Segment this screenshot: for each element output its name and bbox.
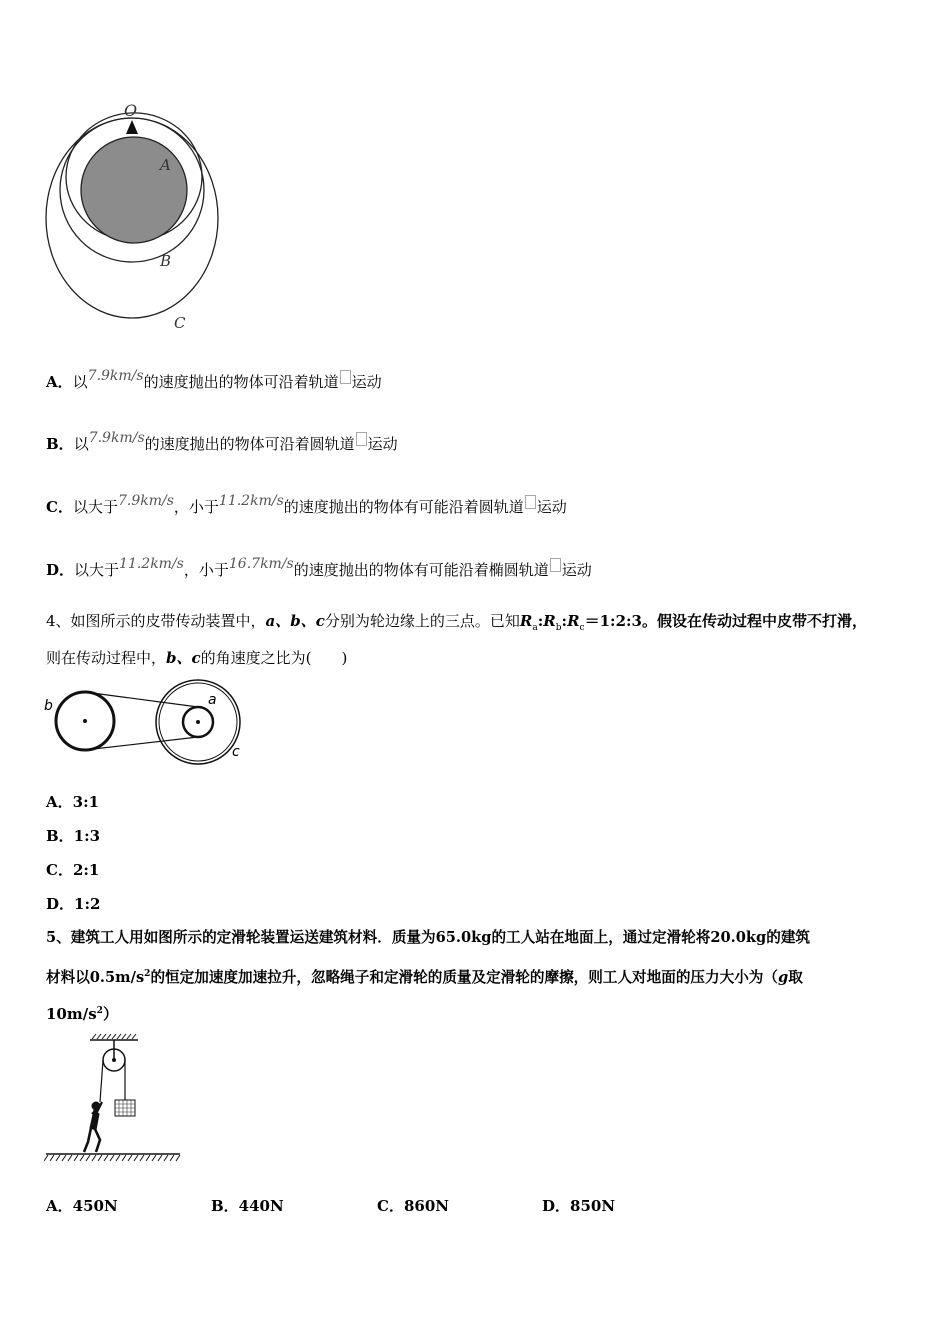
speed-image: 7.9km/s xyxy=(117,493,174,509)
belt-drive-figure xyxy=(40,676,250,768)
speed-image: 11.2km/s xyxy=(119,556,184,572)
q4-option-c: C．2:1 xyxy=(46,861,100,879)
q4-stem-line2: 则在传动过程中，b、c的角速度之比为( ) xyxy=(46,649,348,667)
q3-option-c: C．以大于7.9km/s，小于11.2km/s的速度抛出的物体有可能沿着圆轨道 运动 xyxy=(46,493,567,516)
q4-stem-line1: 4、如图所示的皮带传动装置中，a、b、c分别为轮边缘上的三点。已知$R_a:R_b:R_c=1:2:3$。假设在传动过程中皮带不打滑， xyxy=(46,612,867,633)
wheel-a-center xyxy=(196,720,200,724)
orbit-figure xyxy=(40,96,230,336)
label-b: b xyxy=(44,698,53,714)
q5-option-c: C．860N xyxy=(377,1197,449,1215)
wheel-b-center xyxy=(83,719,87,723)
q3-option-d: D．以大于11.2km/s，小于16.7km/s的速度抛出的物体有可能沿着椭圆轨道 运动 xyxy=(46,556,592,579)
pulley-axle xyxy=(112,1058,116,1062)
q4-option-a: A．3:1 xyxy=(46,793,100,811)
missing-glyph-icon xyxy=(550,558,561,572)
q4-option-b: B．1:3 xyxy=(46,827,101,845)
speed-image: 11.2km/s xyxy=(218,493,284,509)
q5-option-d: D．850N xyxy=(542,1197,616,1215)
worker-icon xyxy=(84,1102,102,1152)
missing-glyph-icon xyxy=(525,495,536,509)
launch-point-marker xyxy=(126,120,138,134)
missing-glyph-icon xyxy=(340,370,351,384)
rope-worker xyxy=(100,1060,103,1102)
ceiling-hatch xyxy=(92,1034,136,1039)
pulley-figure xyxy=(44,1030,184,1165)
q5-option-b: B．440N xyxy=(211,1197,284,1215)
q3-option-b: B．以7.9km/s的速度抛出的物体可沿着圆轨道 运动 xyxy=(46,430,398,453)
q4-option-d: D．1:2 xyxy=(46,895,101,913)
speed-image: 7.9km/s xyxy=(87,368,144,384)
q5-stem-line1: 5、建筑工人用如图所示的定滑轮装置运送建筑材料．质量为65.0kg的工人站在地面上，通过定滑轮将20.0kg的建筑 xyxy=(46,929,811,946)
label-c: c xyxy=(232,744,240,760)
label-a: a xyxy=(208,692,217,708)
label-c: C xyxy=(174,314,186,332)
belt-top xyxy=(85,692,198,707)
earth xyxy=(81,137,187,243)
label-b: B xyxy=(160,252,172,270)
missing-glyph-icon xyxy=(356,432,367,446)
q5-stem-line2: 材料以$0.5m/s^2$的恒定加速度加速拉升，忽略绳子和定滑轮的质量及定滑轮的摩擦，则工人对地面的压力大小为（g取 xyxy=(46,968,803,986)
q3-option-a: A．以7.9km/s的速度抛出的物体可沿着轨道 运动 xyxy=(46,368,382,391)
q5-option-a: A．450N xyxy=(46,1197,118,1215)
ground-hatch xyxy=(44,1155,180,1161)
label-o: O xyxy=(124,101,138,120)
speed-image: 7.9km/s xyxy=(88,430,145,446)
label-a: A xyxy=(160,156,171,174)
speed-image: 16.7km/s xyxy=(228,556,294,572)
q5-stem-line3: $10m/s^2$） xyxy=(46,1005,118,1023)
